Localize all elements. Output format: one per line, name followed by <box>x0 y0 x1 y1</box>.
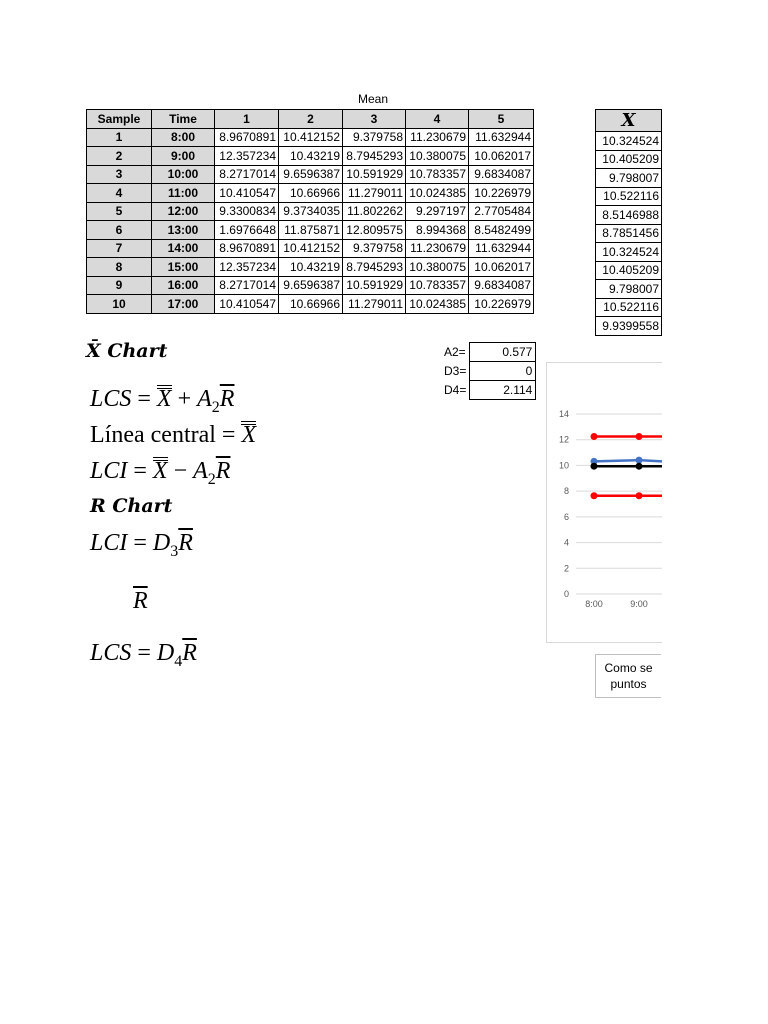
formula-lci-r-label: LCI <box>90 530 128 556</box>
value-cell[interactable]: 8.2717014 <box>215 165 279 184</box>
value-cell[interactable]: 10.43219 <box>279 258 343 277</box>
xbar-row <box>596 132 662 151</box>
value-cell[interactable]: 10.024385 <box>406 295 469 314</box>
value-cell[interactable]: 8.9670891 <box>215 128 279 147</box>
value-cell[interactable]: 11.632944 <box>469 128 534 147</box>
value-cell[interactable]: 11.279011 <box>343 295 406 314</box>
value-cell[interactable]: 8.9670891 <box>215 239 279 258</box>
value-cell[interactable]: 11.230679 <box>406 128 469 147</box>
formula-lci-r: LCI = $D_3\overline{R}$ <box>90 530 193 560</box>
note-textbox[interactable] <box>595 654 661 698</box>
constant-row <box>441 343 536 362</box>
value-cell[interactable]: 10.410547 <box>215 295 279 314</box>
y-tick-label: 14 <box>558 409 569 419</box>
value-cell[interactable]: 12.357234 <box>215 147 279 166</box>
table-row <box>87 239 534 258</box>
header-3: 3 <box>343 110 406 129</box>
table-row <box>87 221 534 240</box>
note-line: puntos <box>610 677 647 691</box>
table-row <box>87 147 534 166</box>
xbar-row <box>596 169 662 188</box>
table-row <box>87 202 534 221</box>
value-cell[interactable]: 10.43219 <box>279 147 343 166</box>
time-cell[interactable]: 17:00 <box>152 295 215 314</box>
sample-cell[interactable]: 1 <box>87 128 152 147</box>
data-point[interactable] <box>591 492 598 499</box>
data-point[interactable] <box>636 433 643 440</box>
xbar-table <box>595 109 662 336</box>
value-cell[interactable]: 9.6834087 <box>469 165 534 184</box>
value-cell[interactable]: 10.226979 <box>469 295 534 314</box>
xbar-row <box>596 206 662 225</box>
xbar-row <box>596 317 662 336</box>
header-2: 2 <box>279 110 343 129</box>
value-cell[interactable]: 1.6976648 <box>215 221 279 240</box>
constant-row <box>441 381 536 400</box>
x-tick-label: 9:00 <box>630 599 648 609</box>
formula-lcs-r: LCS = $D_4\overline{R}$ <box>90 640 197 670</box>
value-cell[interactable]: 9.379758 <box>343 128 406 147</box>
xbar-cell[interactable]: 8.7851456 <box>596 224 662 243</box>
xbar-row <box>596 261 662 280</box>
value-cell[interactable]: 10.226979 <box>469 184 534 203</box>
xbar-cell[interactable]: 9.9399558 <box>596 317 662 336</box>
header-4: 4 <box>406 110 469 129</box>
time-cell[interactable]: 12:00 <box>152 202 215 221</box>
value-cell[interactable]: 11.802262 <box>343 202 406 221</box>
table-row <box>87 128 534 147</box>
value-cell[interactable]: 10.410547 <box>215 184 279 203</box>
mean-title: Mean <box>357 92 389 106</box>
y-tick-label: 12 <box>558 434 569 445</box>
value-cell[interactable]: 10.062017 <box>469 258 534 277</box>
control-chart-svg <box>547 363 662 642</box>
data-point[interactable] <box>591 463 598 470</box>
xbar-cell[interactable]: 10.324524 <box>596 243 662 262</box>
value-cell[interactable]: 9.6834087 <box>469 276 534 295</box>
time-cell[interactable]: 8:00 <box>152 128 215 147</box>
value-cell[interactable]: 2.7705484 <box>469 202 534 221</box>
value-cell[interactable]: 10.66966 <box>279 184 343 203</box>
table-row <box>87 184 534 203</box>
data-point[interactable] <box>636 463 643 470</box>
time-cell[interactable]: 16:00 <box>152 276 215 295</box>
value-cell[interactable]: 11.279011 <box>343 184 406 203</box>
sample-cell[interactable]: 7 <box>87 239 152 258</box>
x-tick-label: 8:00 <box>585 599 603 609</box>
constant-label: A2= <box>444 345 466 359</box>
header-sample: Sample <box>87 110 152 129</box>
value-cell[interactable]: 10.062017 <box>469 147 534 166</box>
time-cell[interactable]: 13:00 <box>152 221 215 240</box>
value-cell[interactable]: 10.380075 <box>406 258 469 277</box>
data-point[interactable] <box>636 457 643 464</box>
note-line: Como se <box>604 661 653 675</box>
constants-table <box>441 342 536 400</box>
value-cell[interactable]: 10.024385 <box>406 184 469 203</box>
y-tick-label: 4 <box>563 537 569 548</box>
formula-lcs-x: LCS = $X + A_2\overline{R}$ <box>90 386 235 416</box>
xbar-row <box>596 280 662 299</box>
constant-label: D4= <box>444 383 467 397</box>
formula-lcs-r-label: LCS <box>90 640 132 666</box>
samples-table <box>86 109 534 314</box>
table-row <box>87 258 534 277</box>
formula-lcs-x-label: LCS <box>90 386 132 412</box>
formula-central-label: Línea central <box>90 422 216 448</box>
constant-label: D3= <box>444 364 467 378</box>
y-tick-label: 8 <box>563 486 569 497</box>
value-cell[interactable]: 10.412152 <box>279 239 343 258</box>
sample-cell[interactable]: 9 <box>87 276 152 295</box>
xbar-cell[interactable]: 10.405209 <box>596 150 662 169</box>
xbar-cell[interactable]: 10.405209 <box>596 261 662 280</box>
value-cell[interactable]: 8.994368 <box>406 221 469 240</box>
value-cell[interactable]: 8.5482499 <box>469 221 534 240</box>
table-row <box>87 295 534 314</box>
xbar-chart-title: X̄ Chart <box>86 340 168 362</box>
xbar-cell[interactable]: 10.522116 <box>596 298 662 317</box>
value-cell[interactable]: 10.66966 <box>279 295 343 314</box>
y-tick-label: 2 <box>563 563 569 574</box>
xbar-cell[interactable]: 9.798007 <box>596 280 662 299</box>
constant-value[interactable]: 0.577 <box>470 343 536 362</box>
xbar-cell[interactable]: 9.798007 <box>596 169 662 188</box>
xbar-header: X <box>596 110 662 132</box>
xbar-row <box>596 298 662 317</box>
value-cell[interactable]: 10.412152 <box>279 128 343 147</box>
sample-cell[interactable]: 3 <box>87 165 152 184</box>
header-1: 1 <box>215 110 279 129</box>
value-cell[interactable]: 10.591929 <box>343 276 406 295</box>
value-cell[interactable]: 8.2717014 <box>215 276 279 295</box>
time-cell[interactable]: 10:00 <box>152 165 215 184</box>
y-tick-label: 10 <box>558 460 569 471</box>
formula-central-line: Línea central = X <box>90 422 257 448</box>
r-chart-title: R Chart <box>90 495 173 517</box>
header-time: Time <box>152 110 215 129</box>
xbar-cell[interactable]: 10.324524 <box>596 132 662 151</box>
xbar-row <box>596 150 662 169</box>
value-cell[interactable]: 11.875871 <box>279 221 343 240</box>
xbar-cell[interactable]: 8.5146988 <box>596 206 662 225</box>
y-tick-label: 0 <box>563 589 569 599</box>
xbar-cell[interactable]: 10.522116 <box>596 187 662 206</box>
control-chart[interactable] <box>546 362 662 643</box>
sample-cell[interactable]: 5 <box>87 202 152 221</box>
value-cell[interactable]: 10.591929 <box>343 165 406 184</box>
value-cell[interactable]: 9.3734035 <box>279 202 343 221</box>
header-5: 5 <box>469 110 534 129</box>
value-cell[interactable]: 11.230679 <box>406 239 469 258</box>
value-cell[interactable]: 10.380075 <box>406 147 469 166</box>
value-cell[interactable]: 9.297197 <box>406 202 469 221</box>
xbar-body <box>596 132 662 336</box>
formula-rbar: $\overline{R}$ <box>133 588 148 614</box>
time-cell[interactable]: 14:00 <box>152 239 215 258</box>
value-cell[interactable]: 9.6596387 <box>279 276 343 295</box>
value-cell[interactable]: 11.632944 <box>469 239 534 258</box>
constant-value[interactable]: 0 <box>470 362 536 381</box>
formula-lci-x: LCI = $X - A_2\overline{R}$ <box>90 458 231 488</box>
table-body <box>87 128 534 313</box>
value-cell[interactable]: 8.7945293 <box>343 147 406 166</box>
value-cell[interactable]: 8.7945293 <box>343 258 406 277</box>
value-cell[interactable]: 9.379758 <box>343 239 406 258</box>
value-cell[interactable]: 9.3300834 <box>215 202 279 221</box>
value-cell[interactable]: 9.6596387 <box>279 165 343 184</box>
y-tick-label: 6 <box>563 511 569 522</box>
sample-cell[interactable]: 4 <box>87 184 152 203</box>
constant-row <box>441 362 536 381</box>
table-row <box>87 165 534 184</box>
time-cell[interactable]: 15:00 <box>152 258 215 277</box>
time-cell[interactable]: 11:00 <box>152 184 215 203</box>
table-header-row <box>87 110 534 129</box>
xbar-row <box>596 243 662 262</box>
table-row <box>87 276 534 295</box>
value-cell[interactable]: 12.357234 <box>215 258 279 277</box>
value-cell[interactable]: 12.809575 <box>343 221 406 240</box>
sample-cell[interactable]: 6 <box>87 221 152 240</box>
formula-lci-x-label: LCI <box>90 458 128 484</box>
xbar-row <box>596 224 662 243</box>
value-cell[interactable]: 10.783357 <box>406 276 469 295</box>
time-cell[interactable]: 9:00 <box>152 147 215 166</box>
sample-cell[interactable]: 2 <box>87 147 152 166</box>
value-cell[interactable]: 10.783357 <box>406 165 469 184</box>
data-point[interactable] <box>591 433 598 440</box>
constant-value[interactable]: 2.114 <box>470 381 536 400</box>
sample-cell[interactable]: 10 <box>87 295 152 314</box>
sample-cell[interactable]: 8 <box>87 258 152 277</box>
xbar-row <box>596 187 662 206</box>
data-point[interactable] <box>636 492 643 499</box>
